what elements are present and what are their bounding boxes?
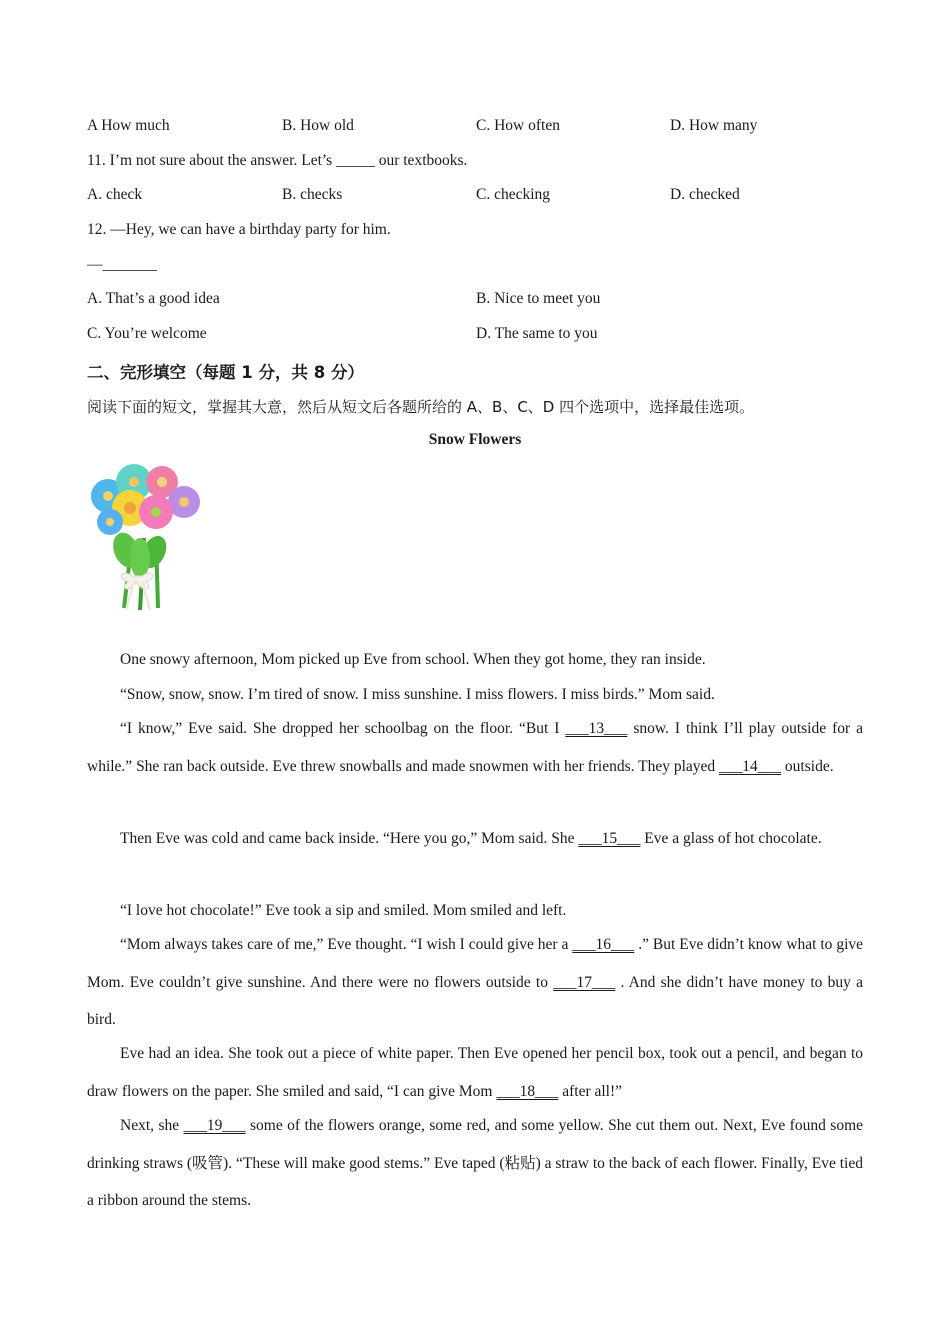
q12-option-a: A. That’s a good idea	[87, 290, 220, 307]
blank-16: ___16___	[572, 936, 635, 953]
q12-option-d: D. The same to you	[476, 325, 598, 342]
passage-paragraph-6	[87, 926, 863, 1039]
passage-paragraph-1	[87, 641, 863, 679]
passage-p3-text-a: “I know,” Eve said. She dropped her schoolbag on the floor. “But I	[120, 720, 566, 737]
section2-instructions	[87, 396, 863, 418]
blank-15: ___15___	[578, 830, 641, 847]
blank-14: ___14___	[719, 757, 782, 775]
blank-18: ___18___	[496, 1082, 559, 1100]
q11-stem	[87, 152, 863, 174]
passage-paragraph-4	[87, 820, 863, 858]
passage-p6-text-b: .” But Eve didn’t know what to give Mom. Eve couldn’t give sunshine. And there were no flowers outside to	[87, 936, 864, 991]
blank-17: ___17___	[553, 973, 616, 991]
passage-title: Snow Flowers	[428, 431, 522, 448]
q12-option-c: C. You’re welcome	[87, 325, 207, 342]
q10-option-a: A How much	[87, 117, 170, 134]
passage-p6-text-a: “Mom always takes care of me,” Eve thought. “I wish I could give her a	[120, 936, 573, 953]
passage-paragraph-8	[87, 1107, 863, 1220]
passage-paragraph-2	[87, 676, 863, 714]
q10-option-c: C. How often	[476, 117, 560, 134]
q12-reply-blank: —_______	[87, 256, 157, 273]
q12-option-b: B. Nice to meet you	[476, 290, 601, 307]
section2-instructions-text: 阅读下面的短文，掌握其大意，然后从短文后各题所给的 A、B、C、D 四个选项中，选择最佳选项。	[87, 398, 755, 416]
blank-13: ___13___	[565, 720, 628, 737]
passage-p4-text-a: Then Eve was cold and came back inside. “Here you go,” Mom said. She	[120, 830, 579, 847]
flower-bouquet-icon	[84, 458, 204, 618]
flower-bouquet-image	[84, 458, 204, 618]
passage-paragraph-5	[87, 892, 863, 930]
q12-stem	[87, 221, 863, 243]
section2-heading-text: 二、完形填空（每题 1 分，共 8 分）	[87, 363, 364, 382]
passage-paragraph-7	[87, 1035, 863, 1110]
section2-heading	[87, 359, 863, 381]
passage-p6-text-c: . And she didn’t have money to buy a bird.	[87, 973, 863, 1028]
passage-p7-text-b: after all!”	[562, 1082, 623, 1100]
q12-stem-text: 12. —Hey, we can have a birthday party for him.	[87, 221, 391, 238]
passage-p8-text-a: Next, she	[120, 1117, 184, 1134]
passage-p2-text: “Snow, snow, snow. I’m tired of snow. I miss sunshine. I miss flowers. I miss birds.” Mom said.	[120, 686, 715, 703]
q11-options	[87, 186, 863, 208]
passage-p5-text: “I love hot chocolate!” Eve took a sip and smiled. Mom smiled and left.	[120, 902, 567, 919]
q11-option-a: A. check	[87, 186, 143, 203]
passage-p3-text-b: snow. I think I’ll play outside for a while.” She ran back outside. Eve threw snowballs and made snowmen with her friends. They played	[87, 720, 863, 775]
q11-option-d: D. checked	[670, 186, 740, 203]
passage-p8-text-b: some of the flowers orange, some red, and some yellow. She cut them out. Next, Eve found some drinking straws (吸管). “These will make good stems.” Eve taped (粘贴) a straw to the back of each flower. Finally, Eve tied a ribbon around the stems.	[87, 1117, 864, 1209]
q10-option-b: B. How old	[282, 117, 354, 134]
passage-p1-text: One snowy afternoon, Mom picked up Eve from school. When they got home, they ran inside.	[120, 651, 706, 668]
q12-reply	[87, 256, 863, 278]
q12-options-row1	[87, 290, 863, 312]
q11-option-c: C. checking	[476, 186, 551, 203]
q10-option-d: D. How many	[670, 117, 758, 134]
q10-options	[87, 117, 863, 139]
q12-options-row2	[87, 325, 863, 347]
passage-p4-text-b: Eve a glass of hot chocolate.	[644, 830, 822, 847]
blank-19: ___19___	[183, 1117, 246, 1134]
q11-option-b: B. checks	[282, 186, 343, 203]
q11-stem-text: 11. I’m not sure about the answer. Let’s _____ our textbooks.	[87, 152, 468, 169]
passage-p7-text-a: Eve had an idea. She took out a piece of white paper. Then Eve opened her pencil box, took out a pencil, and began to draw flowers on the paper. She smiled and said, “I can give Mom	[87, 1045, 863, 1100]
passage-paragraph-3	[87, 710, 863, 785]
passage-p3-text-c: outside.	[784, 757, 834, 775]
